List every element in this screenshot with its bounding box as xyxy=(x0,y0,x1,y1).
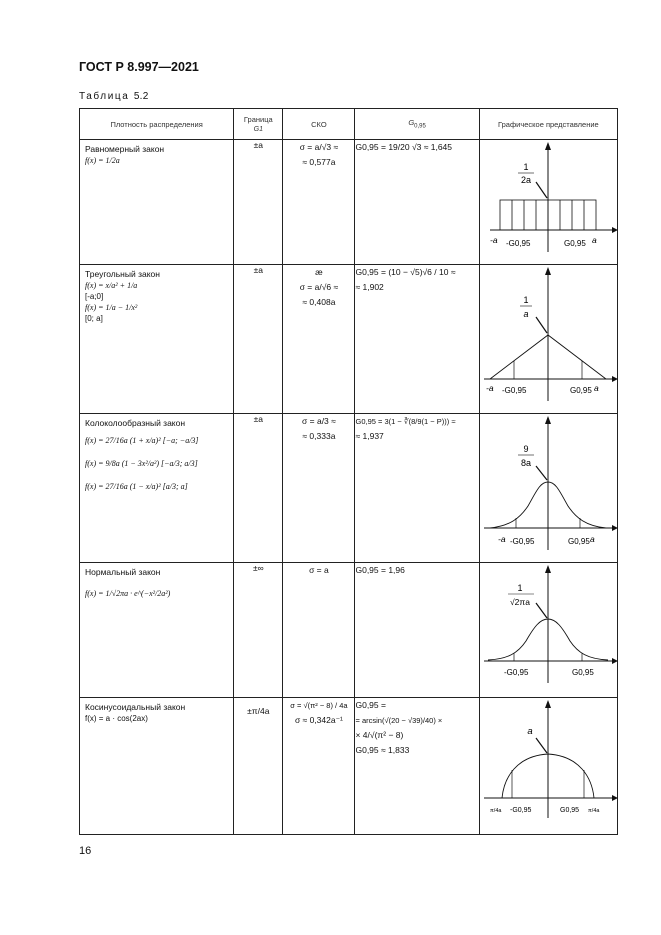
sko-line: ≈ 0,408a xyxy=(302,297,336,307)
label-minus-a: -a xyxy=(485,383,494,393)
distribution-table xyxy=(79,108,618,835)
col-g xyxy=(355,109,479,140)
pointer-arrow xyxy=(536,466,547,480)
label-minus-pi: π/4a xyxy=(489,808,502,814)
sko-cell xyxy=(283,265,355,414)
plot-cell xyxy=(479,414,617,563)
density-cell xyxy=(80,140,234,265)
g-line: G0,95 = 1,96 xyxy=(355,565,405,575)
bound-cell: ±a xyxy=(234,140,283,265)
bell-plot xyxy=(480,414,618,557)
table-row xyxy=(80,563,618,698)
law-name: Равномерный закон xyxy=(85,144,165,154)
table-row xyxy=(80,140,618,265)
sko-line: σ = a xyxy=(309,565,329,575)
col-density: Плотность распределения xyxy=(80,109,234,140)
density-cell xyxy=(80,563,234,698)
formula: f(x) = 1/√2πa · e^(−x²/2a²) xyxy=(85,589,171,598)
law-name: Нормальный закон xyxy=(85,567,161,577)
top-label-den: 8a xyxy=(520,458,531,468)
pointer-arrow xyxy=(536,738,547,753)
pointer-arrow xyxy=(536,317,547,333)
label-plus-a: a xyxy=(589,534,595,544)
bound-cell: ±∞ xyxy=(234,563,283,698)
formula: f(x) = x/a² + 1/a xyxy=(85,281,138,290)
g-cell xyxy=(355,698,479,835)
density-cell xyxy=(80,265,234,414)
g-cell xyxy=(355,563,479,698)
sko-line: ≈ 0,577a xyxy=(302,157,336,167)
law-name: Колоколообразный закон xyxy=(85,418,186,428)
label-minus-g: -G0,95 xyxy=(501,386,527,395)
top-label-den: a xyxy=(523,309,529,319)
document-header: ГОСТ Р 8.997—2021 xyxy=(79,60,199,74)
col-g-label: G xyxy=(408,118,415,128)
label-plus-g: G0,95 xyxy=(563,239,586,248)
y-arrow-icon xyxy=(545,142,551,150)
sko-line: σ ≈ 0,342a⁻¹ xyxy=(294,715,343,725)
y-arrow-icon xyxy=(545,267,551,275)
plot-cell xyxy=(479,265,617,414)
top-label-num: 1 xyxy=(523,162,529,172)
sko-line: σ = a/√3 ≈ xyxy=(299,142,339,152)
table-row xyxy=(80,265,618,414)
triangular-plot xyxy=(480,265,618,408)
plot-cell xyxy=(479,698,617,835)
label-plus-g: G0,95 xyxy=(569,386,592,395)
x-arrow-icon xyxy=(612,525,618,531)
col-bound-label: Граница xyxy=(243,115,273,124)
formula: f(x) = 1/2a xyxy=(85,156,120,165)
formula: f(x) = 27/16a (1 + x/a)² [−a; −a/3] xyxy=(85,436,199,445)
plot-cell xyxy=(479,563,617,698)
top-label-num: 1 xyxy=(517,583,523,593)
label-plus-pi: π/4a xyxy=(587,808,600,814)
sko-cell xyxy=(283,563,355,698)
table-caption-word: Таблица xyxy=(79,91,130,102)
col-bound-sub: G1 xyxy=(253,126,263,133)
label-minus-a: -a xyxy=(489,235,498,245)
g-line: G0,95 = 3(1 − ∛(8/9(1 − P))) ≈ xyxy=(355,417,456,426)
uniform-plot xyxy=(480,140,618,259)
top-label-den: 2a xyxy=(520,175,531,185)
table-row xyxy=(80,698,618,835)
page-number: 16 xyxy=(79,845,92,857)
sko-line: æ xyxy=(315,267,323,277)
g-line: × 4/√(π² − 8) xyxy=(355,730,404,740)
y-arrow-icon xyxy=(545,700,551,708)
y-arrow-icon xyxy=(545,416,551,424)
x-arrow-icon xyxy=(612,658,618,664)
sko-line: σ = a/√6 ≈ xyxy=(299,282,339,292)
top-label-den: √2πa xyxy=(509,597,530,607)
y-arrow-icon xyxy=(545,565,551,573)
g-line: G0,95 = xyxy=(355,700,386,710)
sko-line: σ = √(π² − 8) / 4a xyxy=(290,701,348,710)
label-minus-g: -G0,95 xyxy=(505,239,531,248)
cosine-plot xyxy=(480,698,618,826)
label-plus-g: G0,95 xyxy=(571,668,594,677)
label-plus-g: G0,95 xyxy=(559,807,579,814)
label-minus-g: -G0,95 xyxy=(509,537,535,546)
interval: [0; a] xyxy=(85,314,103,323)
table-header-row xyxy=(80,109,618,140)
top-label-num: 1 xyxy=(523,295,529,305)
col-plot: Графическое представление xyxy=(479,109,617,140)
sko-cell xyxy=(283,698,355,835)
col-g-sub: 0,95 xyxy=(414,123,426,130)
formula: f(x) = 9/8a (1 − 3x²/a²) [−a/3; a/3] xyxy=(85,459,198,468)
sko-line: σ = a/3 ≈ xyxy=(302,416,336,426)
label-minus-g: -G0,95 xyxy=(503,668,529,677)
bound-cell: ±a xyxy=(234,414,283,563)
table-caption xyxy=(79,91,149,102)
top-label: a xyxy=(527,726,533,737)
g-line: ≈ 1,937 xyxy=(355,431,384,441)
g-line: G0,95 = 19/20 √3 ≈ 1,645 xyxy=(355,142,453,152)
formula: f(x) = 1/a − 1/x² xyxy=(85,303,138,312)
law-name: Косинусоидальный закон xyxy=(85,702,186,712)
g-line: ≈ 1,902 xyxy=(355,282,384,292)
g-line: = arcsin(√(20 − √39)/40) × xyxy=(355,716,443,725)
label-plus-a: a xyxy=(591,235,597,245)
top-label-num: 9 xyxy=(523,444,529,454)
table-number: 5.2 xyxy=(133,91,149,102)
label-minus-g: -G0,95 xyxy=(509,807,532,814)
x-arrow-icon xyxy=(612,795,618,801)
pointer-arrow xyxy=(536,603,547,618)
interval: [-a;0] xyxy=(85,292,104,301)
formula: f(x) = 27/16a (1 − x/a)² [a/3; a] xyxy=(85,482,188,491)
x-arrow-icon xyxy=(612,376,618,382)
g-line: G0,95 = (10 − √5)√6 / 10 ≈ xyxy=(355,267,456,277)
label-minus-a: -a xyxy=(497,534,506,544)
bound-cell: ±a xyxy=(234,265,283,414)
g-cell xyxy=(355,265,479,414)
col-sko: СКО xyxy=(283,109,355,140)
label-plus-a: a xyxy=(593,383,599,393)
density-cell xyxy=(80,698,234,835)
col-bound xyxy=(234,109,283,140)
density-cell xyxy=(80,414,234,563)
sko-cell xyxy=(283,140,355,265)
formula: f(x) = a · cos(2ax) xyxy=(85,714,148,723)
plot-cell xyxy=(479,140,617,265)
sko-cell xyxy=(283,414,355,563)
sko-line: ≈ 0,333a xyxy=(302,431,336,441)
table-row xyxy=(80,414,618,563)
bound-cell: ±π/4a xyxy=(234,698,283,835)
g-cell xyxy=(355,140,479,265)
pointer-arrow xyxy=(536,182,547,198)
g-line: G0,95 ≈ 1,833 xyxy=(355,745,410,755)
law-name: Треугольный закон xyxy=(85,269,160,279)
g-cell xyxy=(355,414,479,563)
label-plus-g: G0,95 xyxy=(567,537,590,546)
normal-plot xyxy=(480,563,618,692)
x-arrow-icon xyxy=(612,227,618,233)
